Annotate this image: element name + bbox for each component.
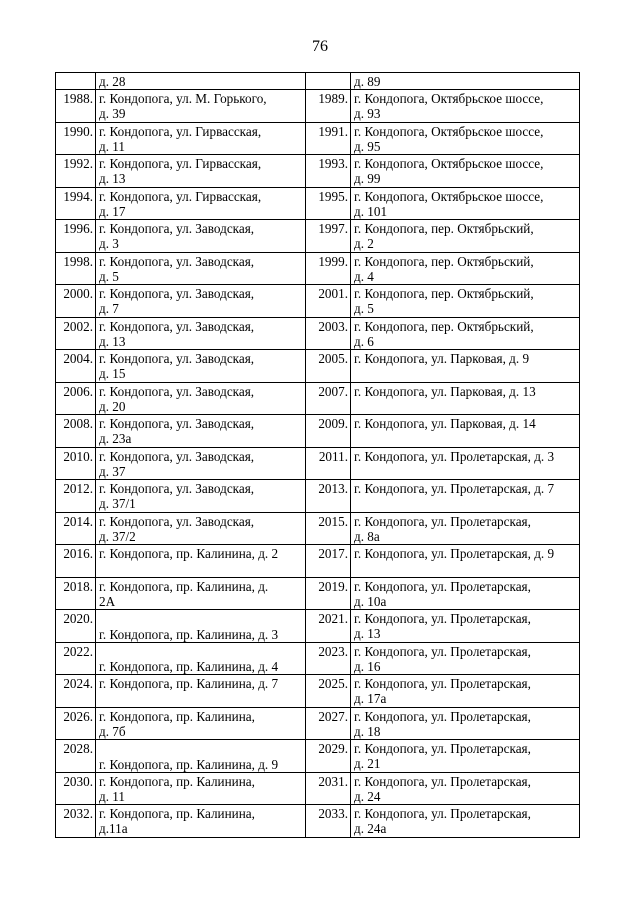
address-left: г. Кондопога, ул. М. Горького, д. 39: [96, 90, 306, 123]
table-row: [56, 805, 580, 838]
table-row: [56, 447, 580, 480]
record-number-right: 1993.: [306, 155, 351, 188]
record-number-left: 2022.: [56, 642, 96, 675]
record-number-right: 2029.: [306, 740, 351, 773]
address-left: г. Кондопога, пр. Калинина, д.11а: [96, 805, 306, 838]
table-row: [56, 220, 580, 253]
record-number-left: 1990.: [56, 122, 96, 155]
table-row: [56, 675, 580, 708]
address-right: г. Кондопога, пер. Октябрьский, д. 5: [351, 285, 580, 318]
table-row: [56, 73, 580, 90]
address-right: г. Кондопога, ул. Пролетарская, д. 16: [351, 642, 580, 675]
record-number-right: 2001.: [306, 285, 351, 318]
record-number-right: 1999.: [306, 252, 351, 285]
address-right: г. Кондопога, ул. Пролетарская, д. 9: [351, 545, 580, 578]
record-number-right: 1989.: [306, 90, 351, 123]
table-row: [56, 772, 580, 805]
address-left: д. 28: [96, 73, 306, 90]
record-number-left: 1988.: [56, 90, 96, 123]
record-number-right: 2031.: [306, 772, 351, 805]
address-left: г. Кондопога, ул. Заводская, д. 37: [96, 447, 306, 480]
record-number-right: 2023.: [306, 642, 351, 675]
table-row: [56, 480, 580, 513]
table-row: [56, 155, 580, 188]
address-left: г. Кондопога, ул. Заводская, д. 20: [96, 382, 306, 415]
record-number-right: 2019.: [306, 577, 351, 610]
record-number-left: 2030.: [56, 772, 96, 805]
address-right: г. Кондопога, ул. Пролетарская, д. 10а: [351, 577, 580, 610]
table-row: [56, 252, 580, 285]
record-number-left: 2024.: [56, 675, 96, 708]
record-number-right: 2027.: [306, 707, 351, 740]
address-left: г. Кондопога, пр. Калинина, д. 7б: [96, 707, 306, 740]
table-row: [56, 512, 580, 545]
address-right: г. Кондопога, ул. Пролетарская, д. 3: [351, 447, 580, 480]
table-row: [56, 610, 580, 643]
record-number-left: 2016.: [56, 545, 96, 578]
record-number-left: 2012.: [56, 480, 96, 513]
address-left: г. Кондопога, ул. Заводская, д. 37/2: [96, 512, 306, 545]
address-left: г. Кондопога, пр. Калинина, д. 4: [96, 642, 306, 675]
table-row: [56, 350, 580, 383]
address-right: г. Кондопога, Октябрьское шоссе, д. 95: [351, 122, 580, 155]
address-left: г. Кондопога, ул. Гирвасская, д. 11: [96, 122, 306, 155]
address-table: [55, 72, 580, 838]
address-right: г. Кондопога, пер. Октябрьский, д. 2: [351, 220, 580, 253]
record-number-right: 2011.: [306, 447, 351, 480]
table-row: [56, 285, 580, 318]
record-number-right: 2021.: [306, 610, 351, 643]
table-row: [56, 415, 580, 448]
record-number-right: 2003.: [306, 317, 351, 350]
address-right: г. Кондопога, ул. Пролетарская, д. 17а: [351, 675, 580, 708]
address-right: г. Кондопога, ул. Пролетарская, д. 24: [351, 772, 580, 805]
address-left: г. Кондопога, пр. Калинина, д. 2: [96, 545, 306, 578]
record-number-left: 2018.: [56, 577, 96, 610]
address-left: г. Кондопога, ул. Заводская, д. 5: [96, 252, 306, 285]
table-row: [56, 187, 580, 220]
record-number-right: 1997.: [306, 220, 351, 253]
address-left: г. Кондопога, пр. Калинина, д. 3: [96, 610, 306, 643]
address-left: г. Кондопога, пр. Калинина, д. 11: [96, 772, 306, 805]
table-row: [56, 577, 580, 610]
address-left: г. Кондопога, ул. Заводская, д. 37/1: [96, 480, 306, 513]
address-right: г. Кондопога, ул. Пролетарская, д. 7: [351, 480, 580, 513]
table-row: [56, 122, 580, 155]
record-number-left: 2028.: [56, 740, 96, 773]
record-number-left: 1992.: [56, 155, 96, 188]
address-left: г. Кондопога, ул. Заводская, д. 23а: [96, 415, 306, 448]
address-right: г. Кондопога, ул. Пролетарская, д. 21: [351, 740, 580, 773]
address-left: г. Кондопога, ул. Заводская, д. 13: [96, 317, 306, 350]
table-row: [56, 707, 580, 740]
record-number-right: 2033.: [306, 805, 351, 838]
table-row: [56, 545, 580, 578]
record-number-right: 2017.: [306, 545, 351, 578]
record-number-right: 2005.: [306, 350, 351, 383]
record-number-left: 2000.: [56, 285, 96, 318]
record-number-left: 2008.: [56, 415, 96, 448]
record-number-right: [306, 73, 351, 90]
table-row: [56, 740, 580, 773]
address-right: г. Кондопога, Октябрьское шоссе, д. 101: [351, 187, 580, 220]
record-number-right: 2009.: [306, 415, 351, 448]
table-row: [56, 90, 580, 123]
address-left: г. Кондопога, пр. Калинина, д. 9: [96, 740, 306, 773]
record-number-left: 2002.: [56, 317, 96, 350]
record-number-right: 1991.: [306, 122, 351, 155]
address-right: д. 89: [351, 73, 580, 90]
record-number-left: 2006.: [56, 382, 96, 415]
address-table-body: [56, 73, 580, 838]
record-number-left: 2032.: [56, 805, 96, 838]
address-left: г. Кондопога, ул. Заводская, д. 3: [96, 220, 306, 253]
record-number-left: 1998.: [56, 252, 96, 285]
table-row: [56, 317, 580, 350]
table-row: [56, 642, 580, 675]
record-number-left: 2026.: [56, 707, 96, 740]
record-number-left: 1996.: [56, 220, 96, 253]
address-right: г. Кондопога, ул. Пролетарская, д. 13: [351, 610, 580, 643]
address-left: г. Кондопога, ул. Гирвасская, д. 13: [96, 155, 306, 188]
address-right: г. Кондопога, пер. Октябрьский, д. 4: [351, 252, 580, 285]
record-number-left: 2020.: [56, 610, 96, 643]
record-number-right: 2013.: [306, 480, 351, 513]
record-number-left: 1994.: [56, 187, 96, 220]
address-right: г. Кондопога, Октябрьское шоссе, д. 99: [351, 155, 580, 188]
address-left: г. Кондопога, пр. Калинина, д. 2А: [96, 577, 306, 610]
table-row: [56, 382, 580, 415]
address-left: г. Кондопога, пр. Калинина, д. 7: [96, 675, 306, 708]
address-right: г. Кондопога, ул. Пролетарская, д. 18: [351, 707, 580, 740]
address-right: г. Кондопога, Октябрьское шоссе, д. 93: [351, 90, 580, 123]
address-left: г. Кондопога, ул. Гирвасская, д. 17: [96, 187, 306, 220]
address-right: г. Кондопога, ул. Парковая, д. 14: [351, 415, 580, 448]
record-number-right: 2025.: [306, 675, 351, 708]
address-left: г. Кондопога, ул. Заводская, д. 7: [96, 285, 306, 318]
record-number-left: 2004.: [56, 350, 96, 383]
record-number-left: 2014.: [56, 512, 96, 545]
address-left: г. Кондопога, ул. Заводская, д. 15: [96, 350, 306, 383]
page-number: 76: [312, 38, 328, 55]
record-number-right: 1995.: [306, 187, 351, 220]
record-number-left: 2010.: [56, 447, 96, 480]
address-right: г. Кондопога, ул. Парковая, д. 9: [351, 350, 580, 383]
record-number-left: [56, 73, 96, 90]
address-right: г. Кондопога, ул. Пролетарская, д. 8а: [351, 512, 580, 545]
address-right: г. Кондопога, ул. Пролетарская, д. 24а: [351, 805, 580, 838]
record-number-right: 2015.: [306, 512, 351, 545]
address-right: г. Кондопога, ул. Парковая, д. 13: [351, 382, 580, 415]
address-right: г. Кондопога, пер. Октябрьский, д. 6: [351, 317, 580, 350]
record-number-right: 2007.: [306, 382, 351, 415]
